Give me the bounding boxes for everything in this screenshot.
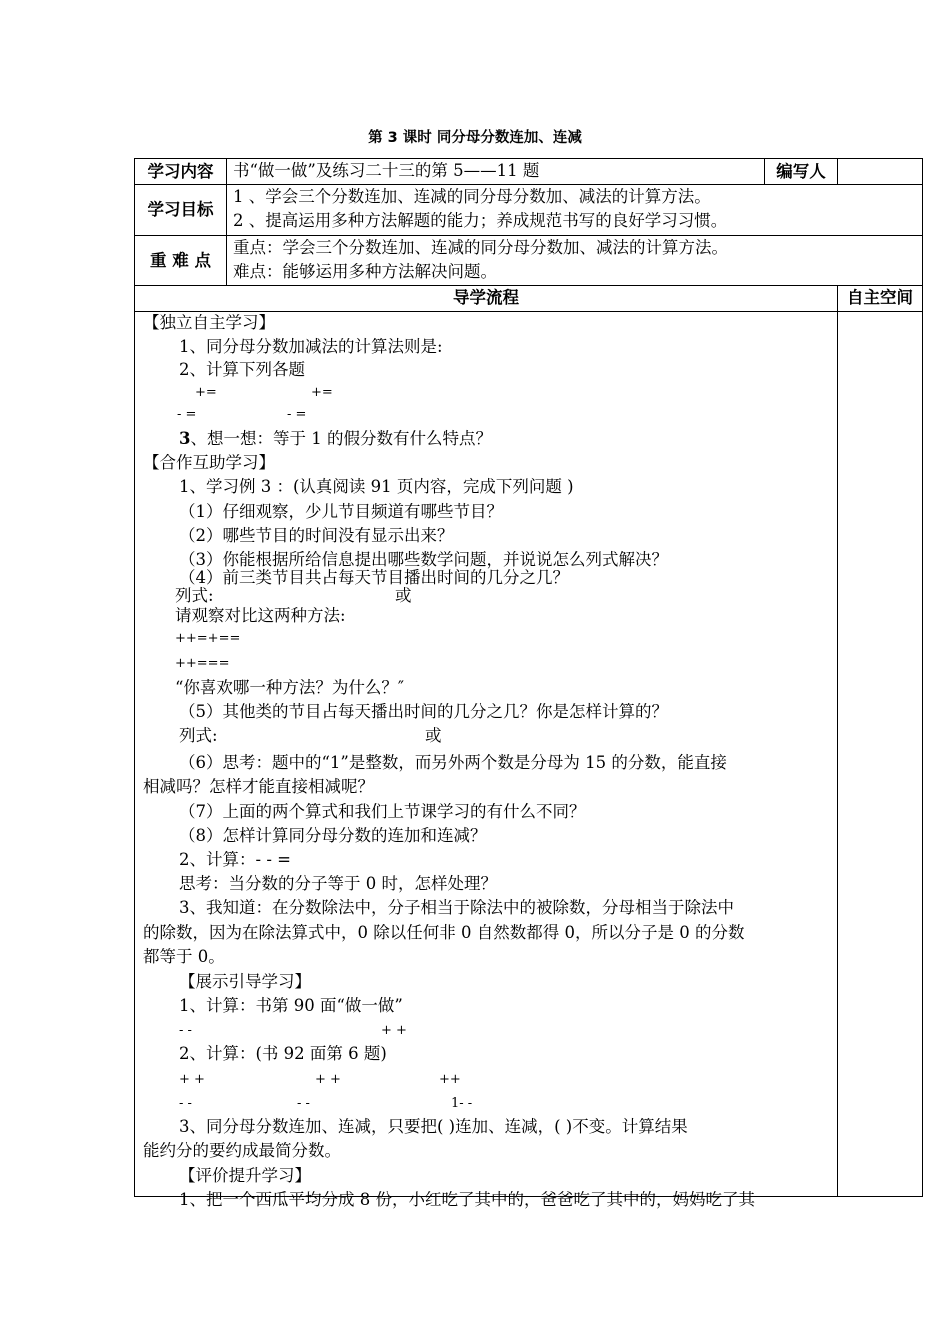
calc-item: + + bbox=[179, 1072, 205, 1087]
think-text: 思考：当分数的分子等于 0 时，怎样处理？ bbox=[179, 874, 497, 893]
key-item: 重点：学会三个分数连加、连减的同分母分数加、减法的计算方法。 bbox=[233, 238, 728, 257]
section-heading: 【独立自主学习】 bbox=[143, 313, 275, 332]
section-heading: 【评价提升学习】 bbox=[179, 1166, 311, 1185]
flow-header: 导学流程 bbox=[135, 286, 838, 312]
question: 都等于 0。 bbox=[143, 947, 225, 966]
author-value bbox=[838, 159, 923, 185]
method-line: ++=+== bbox=[175, 631, 241, 646]
goal-label: 学习目标 bbox=[135, 185, 227, 236]
question: 1、学习例 3 ：(认真阅读 91 页内容，完成下列问题 ) bbox=[179, 477, 574, 496]
goal-item: 2 、提高运用多种方法解题的能力；养成规范书写的良好学习习惯。 bbox=[233, 211, 728, 230]
space-header: 自主空间 bbox=[838, 286, 923, 312]
content-value: 书“做一做”及练习二十三的第 5——11 题 bbox=[227, 159, 765, 185]
lesson-table bbox=[134, 158, 923, 1209]
question: 的除数，因为在除法算式中，0 除以任何非 0 自然数都得 0，所以分子是 0 的分数 bbox=[143, 923, 745, 942]
question: 1、同分母分数加减法的计算法则是: bbox=[179, 337, 443, 356]
key-label: 重 难 点 bbox=[135, 236, 227, 286]
goal-item: 1 、学会三个分数连加、连减的同分母分数加、减法的计算方法。 bbox=[233, 187, 711, 206]
self-space-cell[interactable] bbox=[838, 312, 923, 1197]
or-text: 或 bbox=[395, 586, 412, 605]
question: 3、同分母分数连加、连减，只要把( )连加、连减，( )不变。计算结果 bbox=[179, 1117, 688, 1136]
sub-question: （2）哪些节目的时间没有显示出来？ bbox=[179, 526, 454, 545]
compare-text: 请观察对比这两种方法: bbox=[175, 606, 346, 625]
sub-question: （6）思考：题中的“1”是整数，而另外两个数是分母为 15 的分数，能直接 bbox=[179, 753, 727, 772]
calc-item: - - bbox=[179, 1096, 192, 1111]
question: 2、计算下列各题 bbox=[179, 360, 305, 379]
author-label: 编写人 bbox=[765, 159, 838, 185]
question: 1、把一个西瓜平均分成 8 份，小红吃了其中的，爸爸吃了其中的，妈妈吃了其 bbox=[179, 1190, 755, 1209]
question: 2、计算：- - = bbox=[179, 850, 291, 869]
calc-item: - = bbox=[287, 407, 307, 422]
question-text: 、想一想：等于 1 的假分数有什么特点？ bbox=[190, 429, 492, 448]
calc-item: ++ bbox=[439, 1072, 461, 1087]
question: 能约分的要约成最简分数。 bbox=[143, 1141, 341, 1160]
goal-list bbox=[227, 185, 923, 236]
content-label: 学习内容 bbox=[135, 159, 227, 185]
formula-label: 列式: bbox=[179, 726, 218, 745]
sub-question: （1）仔细观察，少儿节目频道有哪些节目？ bbox=[179, 502, 503, 521]
question: 1、计算：书第 90 面“做一做” bbox=[179, 996, 403, 1015]
sub-question: （7）上面的两个算式和我们上节课学习的有什么不同？ bbox=[179, 802, 586, 821]
formula-label: 列式: bbox=[175, 586, 214, 605]
sub-question: （4）前三类节目共占每天节目播出时间的几分之几？ bbox=[179, 568, 569, 587]
calc-item: - = bbox=[177, 407, 197, 422]
calc-item: += bbox=[195, 385, 217, 400]
calc-item: 1- - bbox=[451, 1096, 473, 1111]
method-line: ++=== bbox=[175, 656, 230, 671]
or-text: 或 bbox=[425, 726, 442, 745]
sub-question: （3）你能根据所给信息提出哪些数学问题，并说说怎么列式解决？ bbox=[179, 550, 668, 569]
sub-question: （8）怎样计算同分母分数的连加和连减？ bbox=[179, 826, 487, 845]
key-item: 难点：能够运用多种方法解决问题。 bbox=[233, 262, 497, 281]
calc-item: - - bbox=[297, 1096, 310, 1111]
section-heading: 【合作互助学习】 bbox=[143, 453, 275, 472]
key-list bbox=[227, 236, 923, 286]
flow-content bbox=[135, 312, 838, 1209]
calc-item: + + bbox=[315, 1072, 341, 1087]
calc-item: + + bbox=[381, 1023, 407, 1038]
calc-item: += bbox=[311, 385, 333, 400]
section-heading: 【展示引导学习】 bbox=[179, 972, 311, 991]
question bbox=[179, 428, 492, 450]
page-title: 第 3 课时 同分母分数连加、连减 bbox=[368, 130, 582, 146]
sub-question: 相减吗？怎样才能直接相减呢？ bbox=[143, 777, 374, 796]
question: 3、我知道：在分数除法中，分子相当于除法中的被除数，分母相当于除法中 bbox=[179, 898, 734, 917]
calc-item: - - bbox=[179, 1023, 192, 1038]
question: 2、计算：(书 92 面第 6 题) bbox=[179, 1044, 387, 1063]
question-number: 3 bbox=[179, 429, 191, 448]
quote-text: “你喜欢哪一种方法？为什么？″ bbox=[175, 678, 405, 697]
sub-question: （5）其他类的节目占每天播出时间的几分之几？你是怎样计算的？ bbox=[179, 702, 668, 721]
